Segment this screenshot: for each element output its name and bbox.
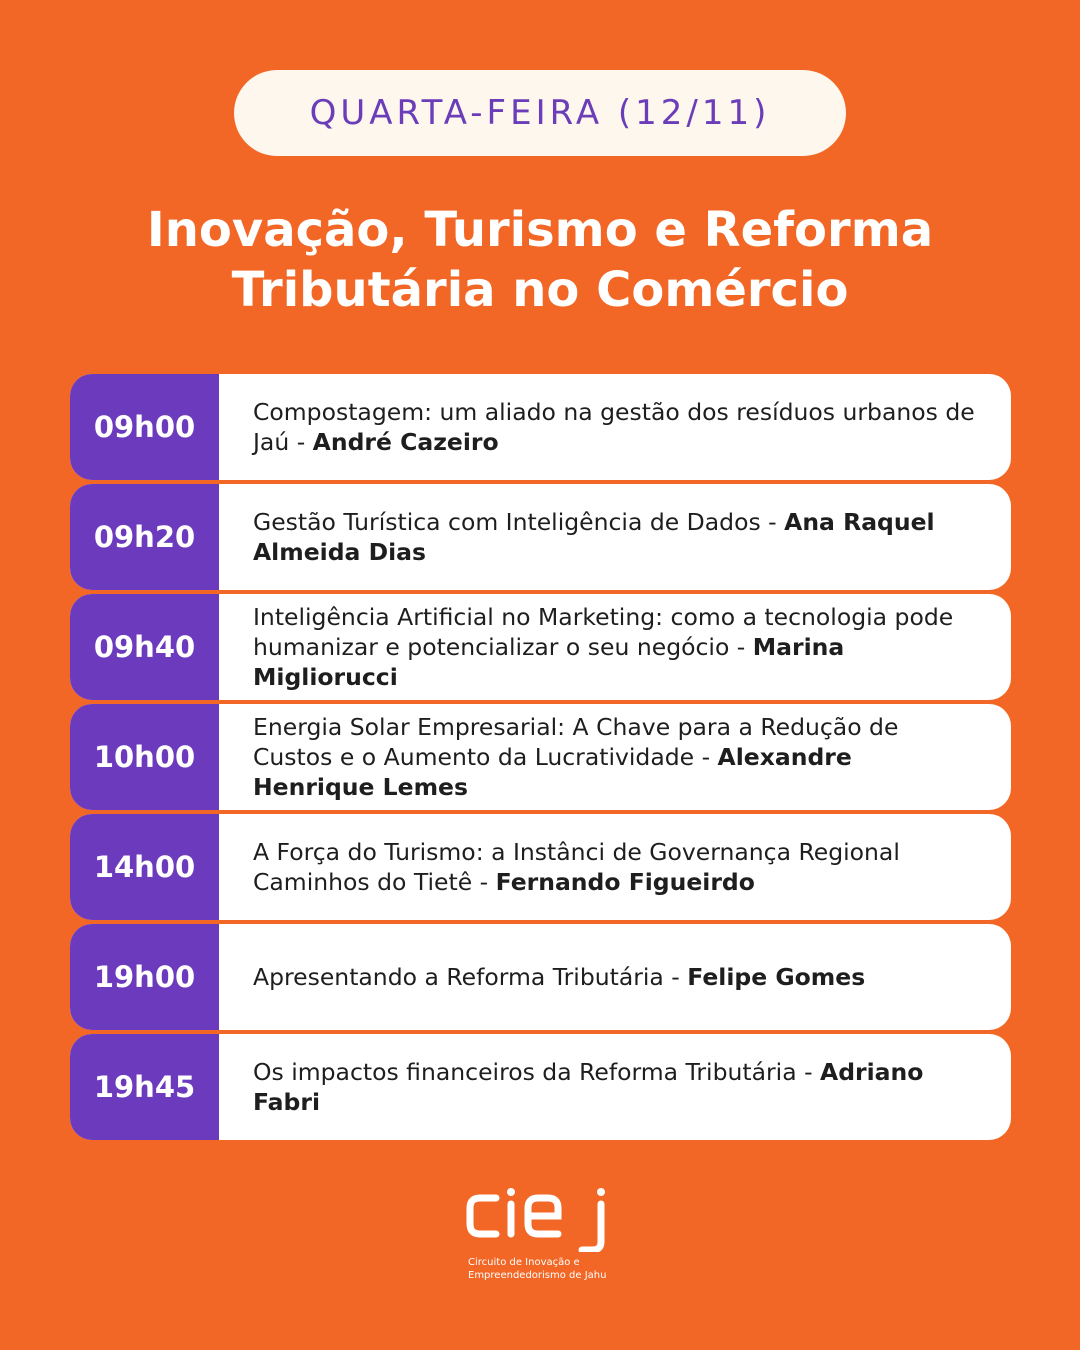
logo-subtitle-line-2: Empreendedorismo de Jahu xyxy=(468,1270,607,1281)
schedule-row xyxy=(70,1034,1011,1140)
time-slot: 19h45 xyxy=(70,1034,219,1140)
logo-subtitle xyxy=(468,1256,606,1282)
session-speaker: Alexandre Henrique Lemes xyxy=(253,743,852,801)
schedule-row xyxy=(70,924,1011,1030)
logo-subtitle-line-1: Circuito de Inovação e xyxy=(468,1257,580,1268)
time-slot: 14h00 xyxy=(70,814,219,920)
session-description xyxy=(219,704,1011,810)
session-topic: A Força do Turismo: a Instânci de Governança Regional Caminhos do Tietê - xyxy=(253,838,900,896)
time-slot: 09h40 xyxy=(70,594,219,700)
ciej-logo xyxy=(466,1186,626,1286)
schedule-row xyxy=(70,374,1011,480)
session-description xyxy=(219,924,1011,1030)
title-line-1: Inovação, Turismo e Reforma xyxy=(146,202,934,258)
session-speaker: Fernando Figueirdo xyxy=(495,868,755,896)
session-topic: Gestão Turística com Inteligência de Dados - xyxy=(253,508,785,536)
session-speaker: André Cazeiro xyxy=(312,428,499,456)
time-slot: 19h00 xyxy=(70,924,219,1030)
session-topic: Compostagem: um aliado na gestão dos resíduos urbanos de Jaú - xyxy=(253,398,975,456)
session-description xyxy=(219,1034,1011,1140)
schedule-list xyxy=(70,374,1011,1144)
title-line-2: Tributária no Comércio xyxy=(231,262,849,318)
page-title xyxy=(60,200,1020,320)
schedule-row xyxy=(70,704,1011,810)
session-description xyxy=(219,594,1011,700)
schedule-row xyxy=(70,484,1011,590)
session-speaker: Ana Raquel Almeida Dias xyxy=(253,508,935,566)
session-description xyxy=(219,484,1011,590)
day-label: QUARTA-FEIRA (12/11) xyxy=(309,93,771,133)
session-speaker: Adriano Fabri xyxy=(253,1058,924,1116)
time-slot: 10h00 xyxy=(70,704,219,810)
time-slot: 09h20 xyxy=(70,484,219,590)
time-slot: 09h00 xyxy=(70,374,219,480)
session-description xyxy=(219,374,1011,480)
session-description xyxy=(219,814,1011,920)
session-speaker: Marina Migliorucci xyxy=(253,633,845,691)
session-topic: Apresentando a Reforma Tributária - xyxy=(253,963,688,991)
session-topic: Os impactos financeiros da Reforma Tributária - xyxy=(253,1058,821,1086)
session-topic: Energia Solar Empresarial: A Chave para a Redução de Custos e o Aumento da Lucratividade - xyxy=(253,713,899,771)
ciej-logo-mark xyxy=(466,1186,616,1252)
schedule-row xyxy=(70,594,1011,700)
session-speaker: Felipe Gomes xyxy=(687,963,866,991)
day-badge xyxy=(234,70,846,156)
session-topic: Inteligência Artificial no Marketing: como a tecnologia pode humanizar e potencializar o seu negócio - xyxy=(253,603,954,661)
schedule-row xyxy=(70,814,1011,920)
